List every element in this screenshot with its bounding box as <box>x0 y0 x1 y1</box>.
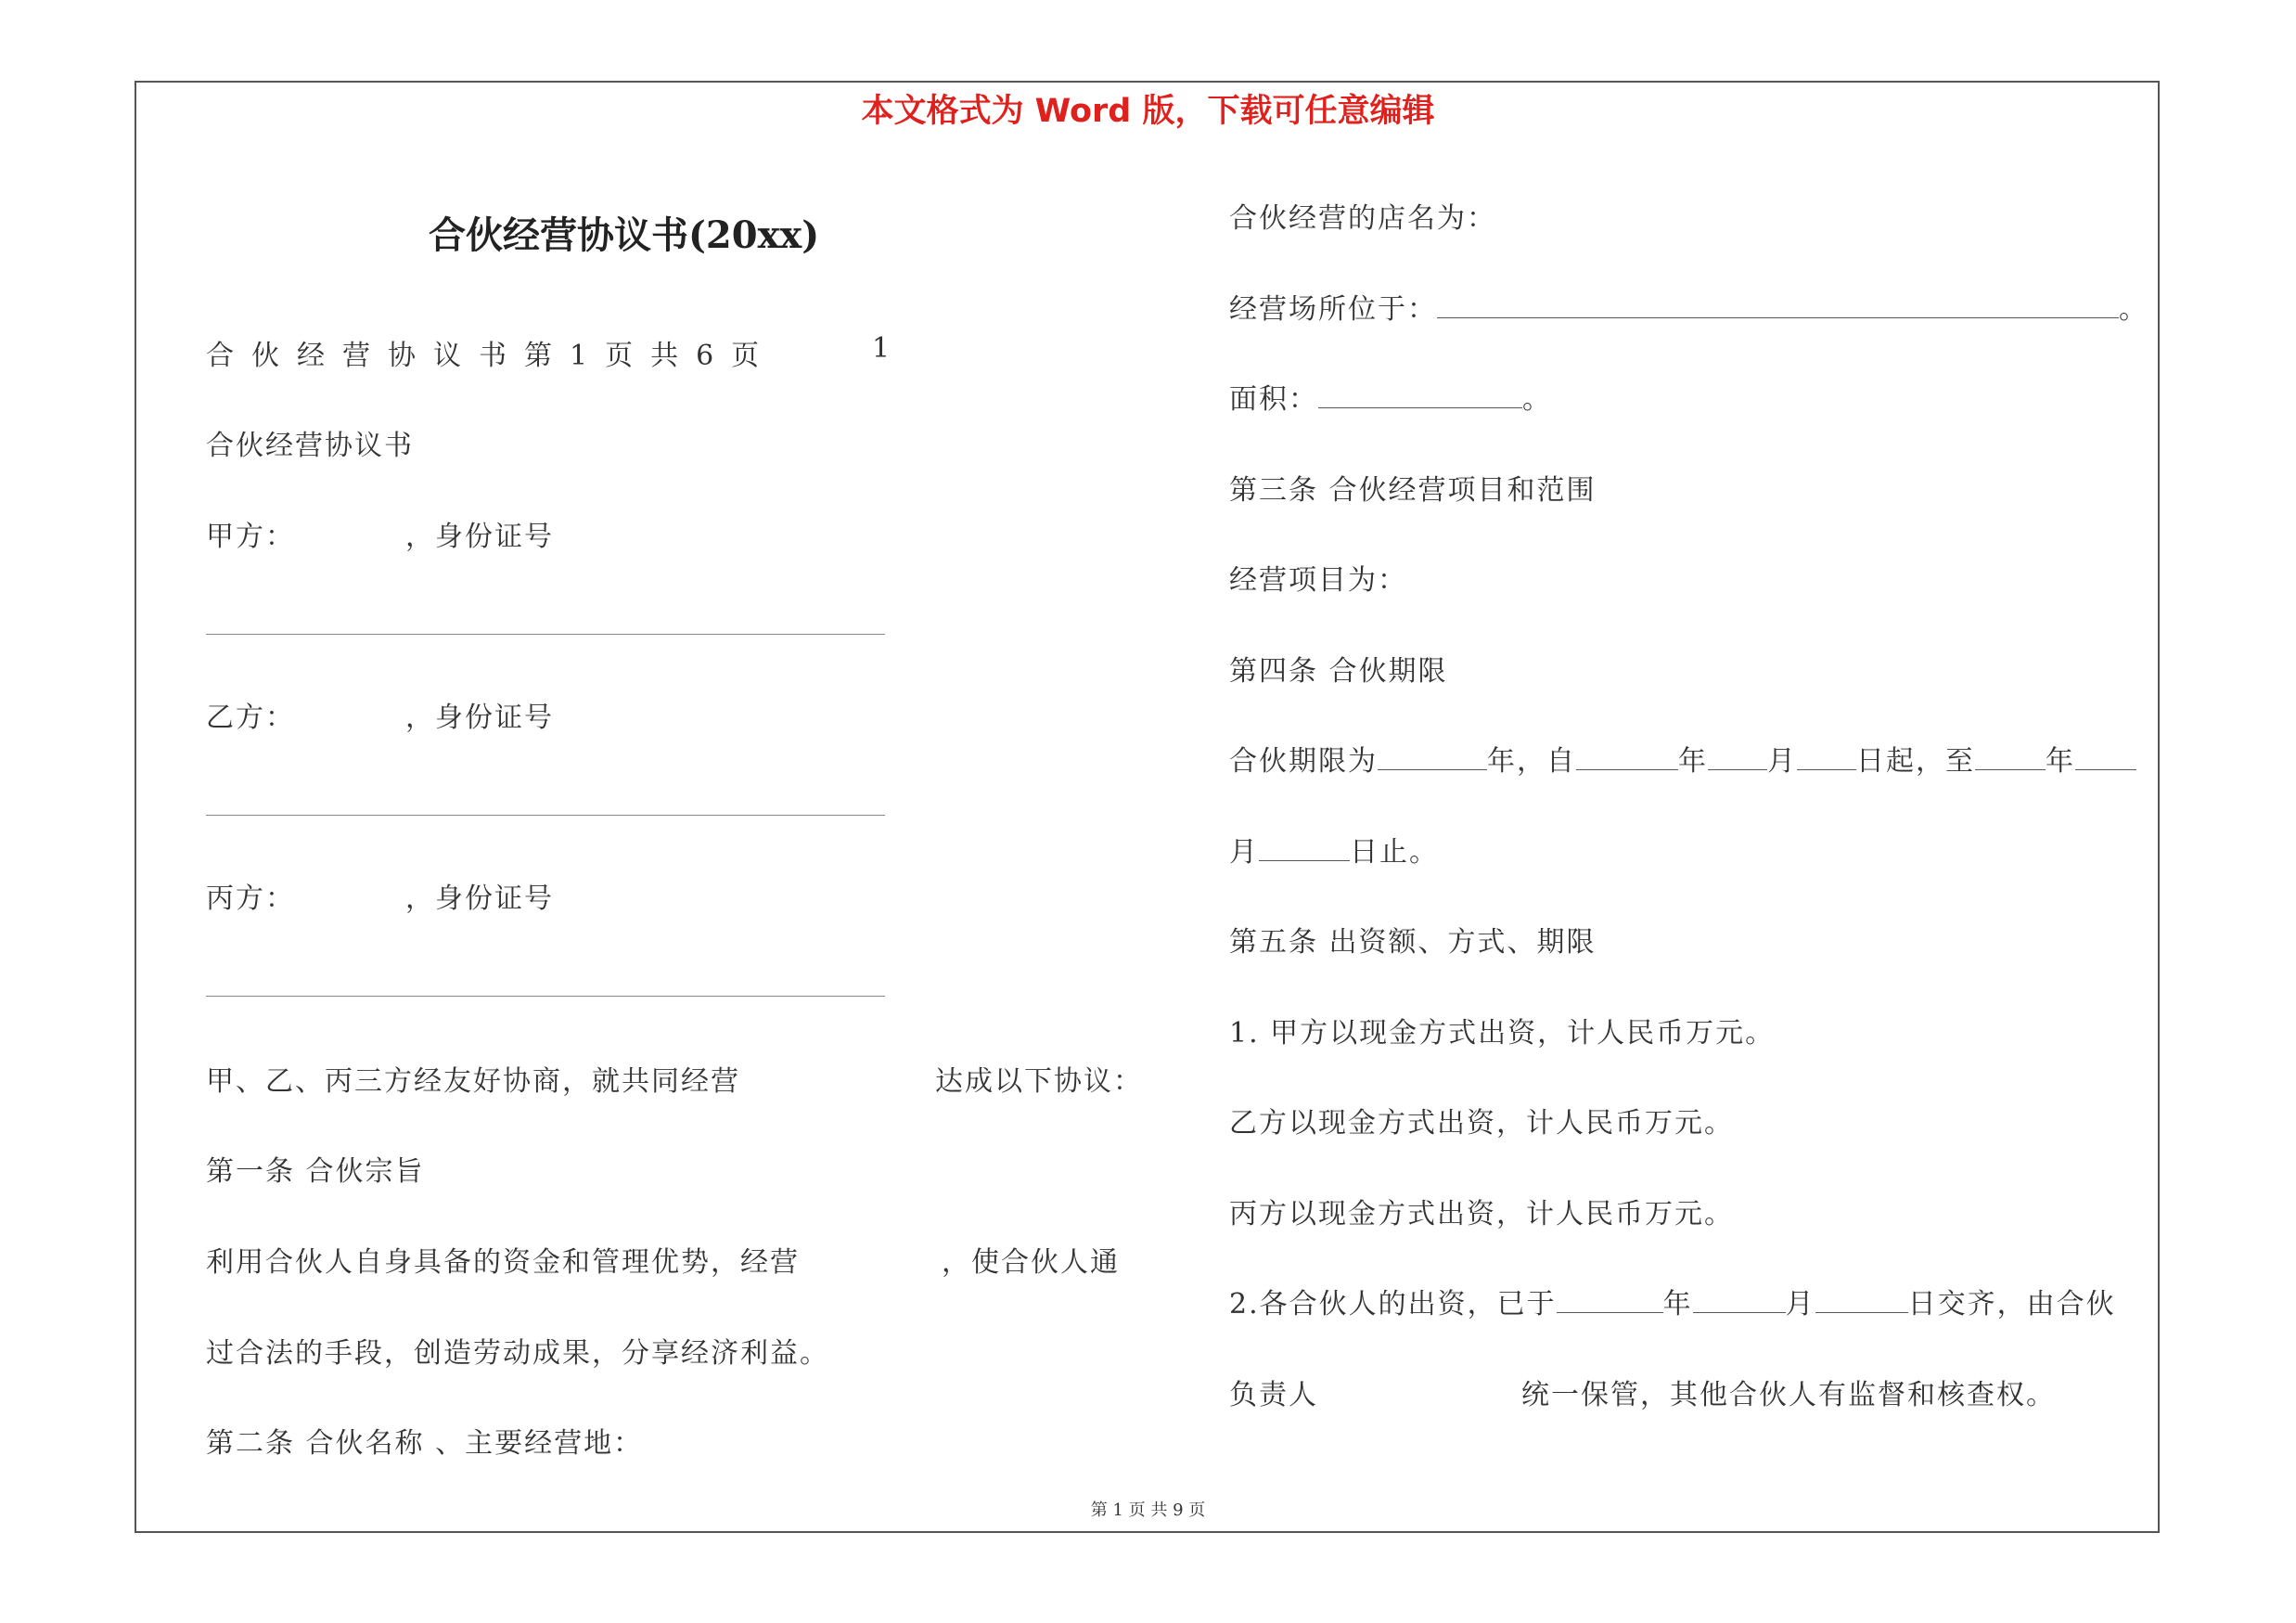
custodian-label: 负责人 <box>1229 1379 1318 1411</box>
start-month-blank <box>1708 745 1767 770</box>
document-title: 合伙经营协议书(20xx) <box>429 213 820 257</box>
start-year-blank <box>1576 745 1678 770</box>
term-line-2 <box>1229 829 1439 869</box>
page-header-text: 合伙经营协议书第1页共6页 <box>206 340 777 372</box>
agreement-intro-end: 达成以下协议： <box>935 1065 1143 1098</box>
term-text: 合伙期限为 <box>1229 745 1378 778</box>
investment-a: 1. 甲方以现金方式出资，计人民币万元。 <box>1229 1017 1776 1050</box>
location-label <box>1229 286 2148 327</box>
investment-c: 丙方以现金方式出资，计人民币万元。 <box>1229 1198 1734 1230</box>
start-year-text: 年 <box>1678 745 1708 778</box>
article-4-heading: 第四条 合伙期限 <box>1229 655 1448 688</box>
shop-name-label: 合伙经营的店名为： <box>1229 202 1496 235</box>
payment-text: 2.各合伙人的出资，已于 <box>1229 1288 1557 1320</box>
edit-notice-banner: 本文格式为 Word 版，下载可任意编辑 <box>861 93 1435 130</box>
location-end: 。 <box>2119 293 2148 326</box>
start-month-text: 月 <box>1767 745 1797 778</box>
custodian-text: 统一保管，其他合伙人有监督和核查权。 <box>1521 1379 2056 1411</box>
area-text: 面积： <box>1229 383 1318 416</box>
purpose-text-1: 利用合伙人自身具备的资金和管理优势，经营 <box>206 1246 800 1279</box>
article-5-heading: 第五条 出资额、方式、期限 <box>1229 926 1597 959</box>
location-text: 经营场所位于： <box>1229 293 1437 326</box>
term-end-text: 日止。 <box>1350 836 1439 869</box>
party-b-id-label: ，身份证号 <box>405 702 554 734</box>
payment-line <box>1229 1281 2116 1321</box>
payment-year-blank <box>1557 1288 1663 1313</box>
article-2-heading: 第二条 合伙名称 、主要经营地： <box>206 1427 644 1460</box>
article-3-heading: 第三条 合伙经营项目和范围 <box>1229 474 1597 507</box>
location-blank <box>1437 293 2119 318</box>
start-day-blank <box>1797 745 1856 770</box>
article-1-heading: 第一条 合伙宗旨 <box>206 1155 425 1188</box>
end-month-text: 月 <box>1229 836 1259 869</box>
payment-end-text: 日交齐，由合伙 <box>1907 1288 2116 1320</box>
area-label <box>1229 376 1552 417</box>
area-end: 。 <box>1522 383 1552 416</box>
end-month-blank-1 <box>2075 745 2136 770</box>
agreement-intro-text: 甲、乙、丙三方经友好协商，就共同经营 <box>206 1065 740 1098</box>
agreement-subtitle: 合伙经营协议书 <box>206 430 414 462</box>
party-b-label: 乙方： <box>206 702 295 734</box>
end-year-blank <box>1975 745 2046 770</box>
purpose-text-3: 过合法的手段，创造劳动成果，分享经济利益。 <box>206 1337 829 1370</box>
start-day-text: 日起，至 <box>1856 745 1975 778</box>
end-day-blank <box>1259 836 1350 861</box>
payment-year-text: 年 <box>1662 1288 1693 1320</box>
term-year-text: 年，自 <box>1487 745 1576 778</box>
party-c-id-label: ，身份证号 <box>405 882 554 915</box>
end-year-text: 年 <box>2046 745 2075 778</box>
page-header-number: 1 <box>872 332 892 365</box>
payment-month-text: 月 <box>1785 1288 1815 1320</box>
payment-day-blank <box>1815 1288 1908 1313</box>
investment-b: 乙方以现金方式出资，计人民币万元。 <box>1229 1107 1734 1140</box>
term-line-1 <box>1229 738 2136 779</box>
party-c-label: 丙方： <box>206 882 295 915</box>
party-a-label: 甲方： <box>206 521 295 553</box>
term-years-blank <box>1378 745 1487 770</box>
payment-month-blank <box>1693 1288 1786 1313</box>
business-items-label: 经营项目为： <box>1229 564 1407 597</box>
party-b-id-line <box>206 815 885 816</box>
purpose-text-2: ，使合伙人通 <box>942 1246 1120 1279</box>
party-a-id-label: ，身份证号 <box>405 521 554 553</box>
party-c-id-line <box>206 996 885 997</box>
page-footer: 第 1 页 共 9 页 <box>1090 1501 1206 1520</box>
party-a-id-line <box>206 634 885 635</box>
area-blank <box>1318 383 1522 408</box>
